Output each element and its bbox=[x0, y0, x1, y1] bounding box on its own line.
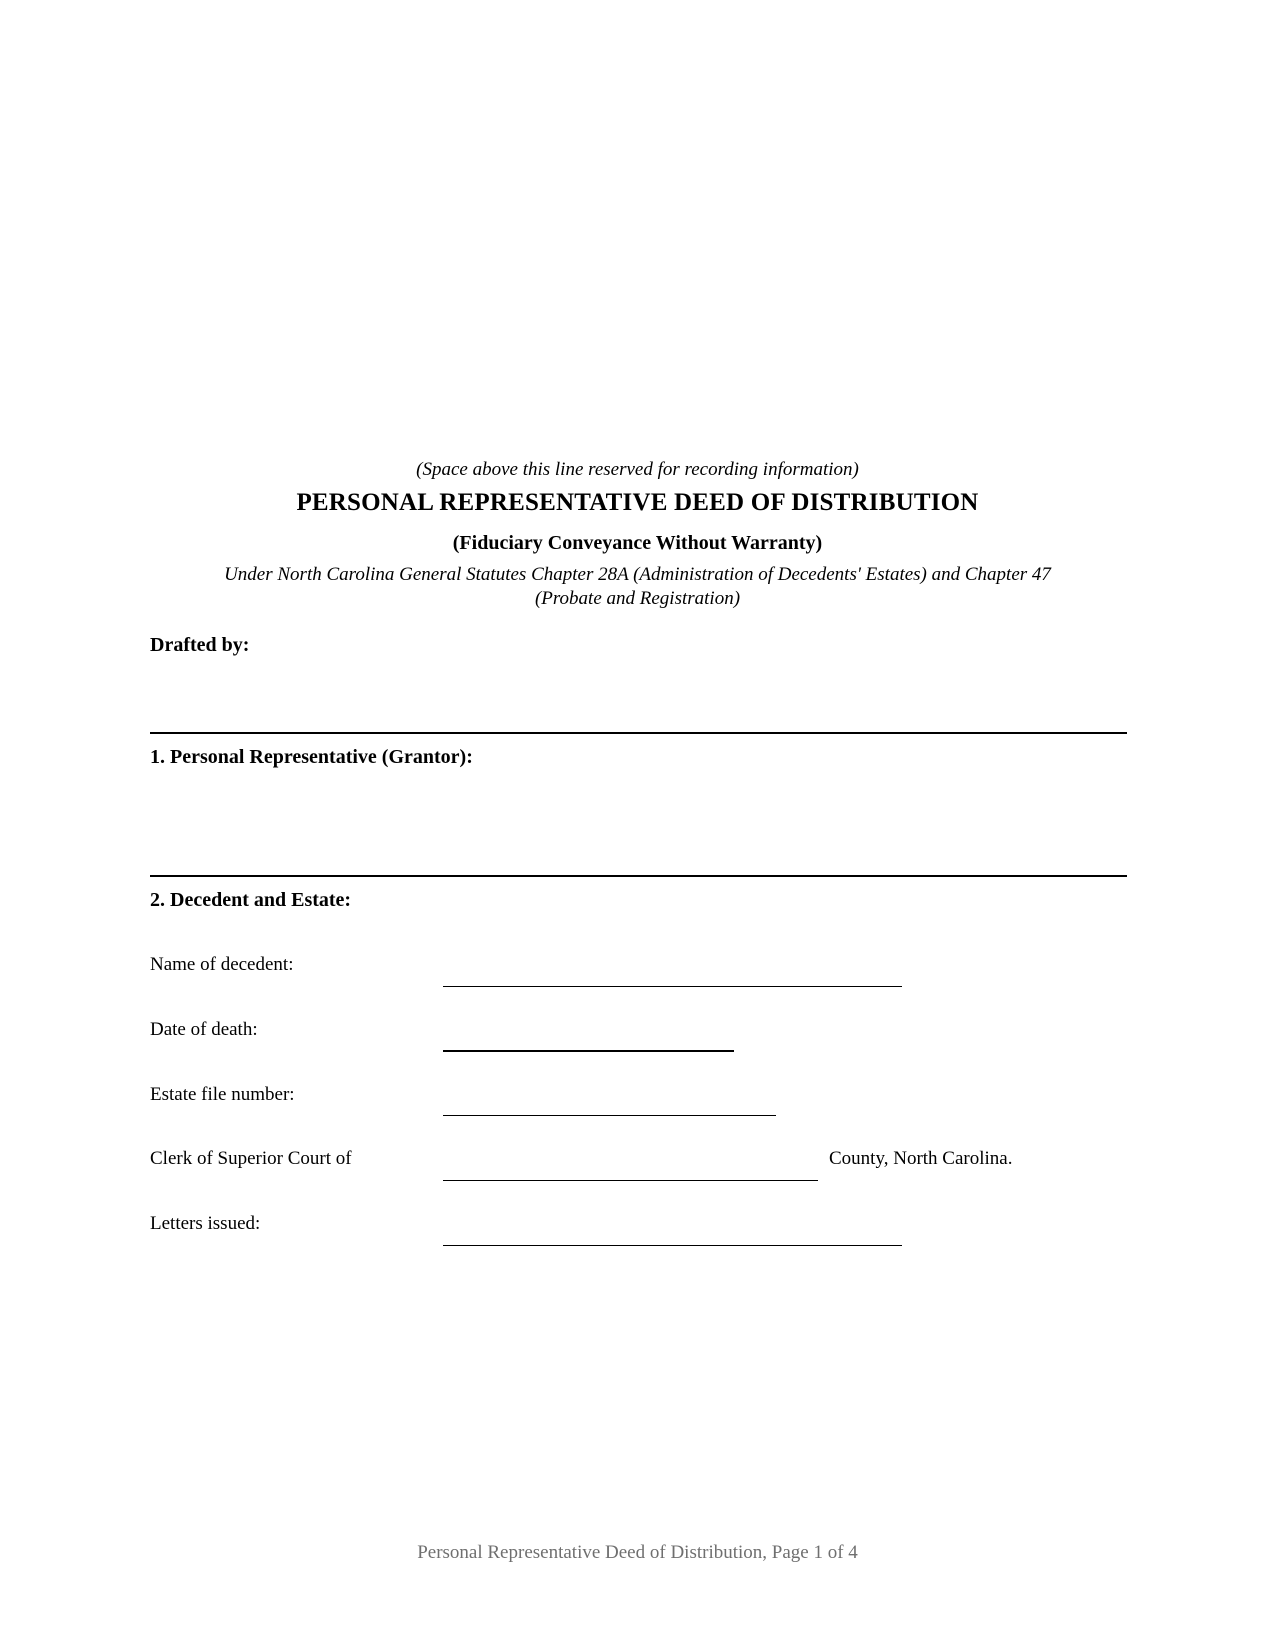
clerk-county-blank[interactable] bbox=[443, 1180, 818, 1181]
statute-reference-line-2: (Probate and Registration) bbox=[534, 588, 741, 609]
letters-issued-label: Letters issued: bbox=[150, 1213, 261, 1234]
decedent-name-label: Name of decedent: bbox=[150, 954, 294, 975]
estate-file-number-label: Estate file number: bbox=[150, 1084, 295, 1105]
statute-reference-line-1: Under North Carolina General Statutes Chapter 28A (Administration of Decedents' Estates) and Chapter 47 bbox=[224, 564, 1051, 585]
section-divider bbox=[150, 875, 1127, 877]
document-subtitle: (Fiduciary Conveyance Without Warranty) bbox=[452, 532, 823, 554]
document-title: PERSONAL REPRESENTATIVE DEED OF DISTRIBUTION bbox=[296, 489, 979, 516]
section-1-heading: 1. Personal Representative (Grantor): bbox=[150, 746, 473, 768]
date-of-death-label: Date of death: bbox=[150, 1019, 258, 1040]
estate-file-number-blank[interactable] bbox=[443, 1115, 776, 1116]
page-footer: Personal Representative Deed of Distribution, Page 1 of 4 bbox=[417, 1542, 858, 1563]
drafted-by-label: Drafted by: bbox=[150, 634, 250, 656]
section-2-heading: 2. Decedent and Estate: bbox=[150, 889, 352, 911]
clerk-county-label: Clerk of Superior Court of bbox=[150, 1148, 352, 1169]
recording-space-note: (Space above this line reserved for recording information) bbox=[416, 459, 859, 480]
decedent-name-blank[interactable] bbox=[443, 986, 902, 987]
date-of-death-blank[interactable] bbox=[443, 1050, 734, 1052]
section-divider bbox=[150, 732, 1127, 734]
clerk-county-suffix: County, North Carolina. bbox=[829, 1148, 1013, 1169]
letters-issued-blank[interactable] bbox=[443, 1245, 902, 1246]
